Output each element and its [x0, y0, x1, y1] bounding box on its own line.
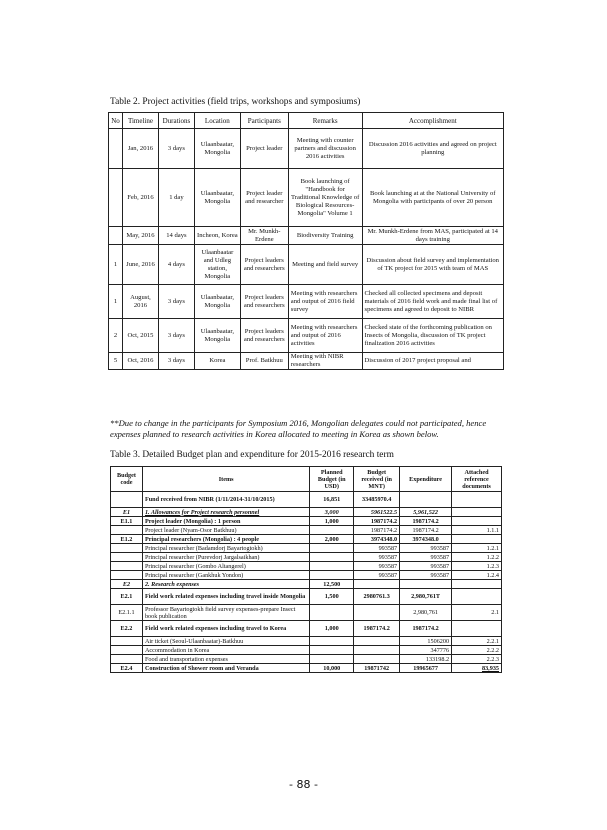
cell-participants: Project leaders and researchers [240, 285, 288, 319]
header-remarks: Remarks [288, 113, 362, 129]
header-budget-received: Budget received (in MNT) [354, 467, 400, 492]
table-row [109, 129, 504, 169]
cell-location: Ulaanbaatar, Mongolia [194, 319, 240, 353]
cell-received: 19871742 [354, 664, 400, 673]
cell-expenditure: 1987174.2 [400, 526, 452, 535]
header-durations: Durations [158, 113, 194, 129]
cell-participants: Prof. Batkhuu [240, 353, 288, 370]
table-row [111, 526, 502, 535]
cell-reference [452, 508, 502, 517]
cell-received [354, 605, 400, 621]
participants-note: **Due to change in the participants for Symposium 2016, Mongolian delegates could not participated, hence expenses planned to research activities in Korea allocated to meeting in Korea as shown below. [110, 418, 487, 439]
cell-timeline: Oct, 2015 [122, 319, 158, 353]
table-row [109, 319, 504, 353]
cell-remarks: Meeting with counter partners and discussion 2016 activities [288, 129, 362, 169]
cell-planned: 16,851 [310, 492, 354, 508]
cell-expenditure: 993587 [400, 571, 452, 580]
cell-location: Korea [194, 353, 240, 370]
table-row [111, 637, 502, 646]
table3-header-row [111, 467, 502, 492]
cell-received: 1987174.2 [354, 526, 400, 535]
cell-item: Principal researcher (Gankhuk Yondon) [142, 571, 309, 580]
cell-planned: 2,000 [310, 535, 354, 544]
cell-received [354, 580, 400, 589]
header-location: Location [194, 113, 240, 129]
table-row [109, 245, 504, 285]
cell-timeline: May, 2016 [122, 227, 158, 245]
cell-reference [452, 517, 502, 526]
cell-item: Accommodation in Korea [142, 646, 309, 655]
cell-code: E1 [111, 508, 143, 517]
cell-planned [310, 553, 354, 562]
cell-received: 993587 [354, 571, 400, 580]
header-items: Items [142, 467, 309, 492]
cell-planned: 1,000 [310, 517, 354, 526]
cell-no [109, 129, 123, 169]
cell-reference [452, 492, 502, 508]
table-row [111, 544, 502, 553]
cell-expenditure: 133198.2 [400, 655, 452, 664]
cell-item: Principal researcher (Badamdorj Bayartogtokh) [142, 544, 309, 553]
cell-location: Incheon, Korea [194, 227, 240, 245]
cell-received [354, 655, 400, 664]
cell-location: Ulaanbaatar, Mongolia [194, 169, 240, 227]
cell-code: E2.4 [111, 664, 143, 673]
cell-reference [452, 580, 502, 589]
cell-expenditure: 1987174.2 [400, 517, 452, 526]
cell-item: 2. Research expenses [142, 580, 309, 589]
cell-remarks: Meeting with researchers and output of 2016 activities [288, 319, 362, 353]
cell-planned [310, 562, 354, 571]
cell-code [111, 646, 143, 655]
cell-item: Project leader (Nyam-Osor Batkhuu) [142, 526, 309, 535]
header-participants: Participants [240, 113, 288, 129]
cell-item: Field work related expenses including travel inside Mongolia [142, 589, 309, 605]
table-row [111, 646, 502, 655]
cell-item: Professor Bayartogtokh field survey expenses-prepare Insect book publication [142, 605, 309, 621]
cell-accomplishment: Discussion of 2017 project proposal and [362, 353, 503, 370]
cell-duration: 3 days [158, 353, 194, 370]
cell-received: 5961522.5 [354, 508, 400, 517]
cell-code [111, 553, 143, 562]
cell-planned: 1,500 [310, 589, 354, 605]
cell-remarks: Biodiversity Training [288, 227, 362, 245]
cell-reference [452, 589, 502, 605]
cell-reference: 1.2.1 [452, 544, 502, 553]
cell-accomplishment: Discussion 2016 activities and agreed on project planning [362, 129, 503, 169]
cell-expenditure [400, 492, 452, 508]
table-row [111, 535, 502, 544]
cell-expenditure: 5,961,522 [400, 508, 452, 517]
cell-timeline: August, 2016 [122, 285, 158, 319]
table2-header-row [109, 113, 504, 129]
cell-received: 2980761.3 [354, 589, 400, 605]
cell-item: Air ticket (Seoul-Ulaanbaatar)-Batkhuu [142, 637, 309, 646]
header-no: No [109, 113, 123, 129]
cell-item: Field work related expenses including travel to Korea [142, 621, 309, 637]
page-number: - 88 - [289, 778, 318, 791]
cell-timeline: Feb, 2016 [122, 169, 158, 227]
cell-item: Principal researcher (Gombo Altangerel) [142, 562, 309, 571]
cell-participants: Project leader and researcher [240, 169, 288, 227]
cell-timeline: Oct, 2016 [122, 353, 158, 370]
table3-caption: Table 3. Detailed Budget plan and expenditure for 2015-2016 research term [110, 450, 394, 460]
cell-reference: 2.1 [452, 605, 502, 621]
cell-expenditure: 3974348.0 [400, 535, 452, 544]
cell-no: 1 [109, 245, 123, 285]
cell-code [111, 571, 143, 580]
cell-accomplishment: Book launching at at the National University of Mongolia with participants of over 20 person [362, 169, 503, 227]
cell-code: E2.1.1 [111, 605, 143, 621]
cell-duration: 14 days [158, 227, 194, 245]
cell-no [109, 227, 123, 245]
cell-location: Ulaanbaatar, Mongolia [194, 285, 240, 319]
cell-item: Project leader (Mongolia) : 1 person [142, 517, 309, 526]
table-row [111, 508, 502, 517]
header-budget-code: Budget code [111, 467, 143, 492]
cell-planned [310, 526, 354, 535]
cell-code [111, 655, 143, 664]
cell-expenditure: 1506200 [400, 637, 452, 646]
cell-participants: Project leaders and researchers [240, 245, 288, 285]
cell-planned [310, 571, 354, 580]
cell-expenditure: 993587 [400, 562, 452, 571]
table-row [109, 169, 504, 227]
table-row [111, 492, 502, 508]
cell-duration: 3 days [158, 285, 194, 319]
cell-code: E1.1 [111, 517, 143, 526]
cell-reference: 1.2.3 [452, 562, 502, 571]
cell-accomplishment: Checked all collected specimens and deposit materials of 2016 field work and made final list of specimens and agreed to deposit to NIBR [362, 285, 503, 319]
cell-expenditure: 19965677 [400, 664, 452, 673]
header-reference-documents: Attached reference documents [452, 467, 502, 492]
cell-received [354, 646, 400, 655]
cell-expenditure: 347776 [400, 646, 452, 655]
cell-duration: 3 days [158, 319, 194, 353]
cell-location: Ulaanbaatar and Udleg station, Mongolia [194, 245, 240, 285]
cell-participants: Project leader [240, 129, 288, 169]
table-row [111, 571, 502, 580]
cell-reference [452, 535, 502, 544]
cell-planned: 1,000 [310, 621, 354, 637]
table-row [111, 580, 502, 589]
cell-no: 5 [109, 353, 123, 370]
cell-remarks: Meeting and field survey [288, 245, 362, 285]
cell-accomplishment: Checked state of the forthcoming publication on Insects of Mongolia, discussion of TK project finalization 2016 activities [362, 319, 503, 353]
cell-accomplishment: Mr. Munkh-Erdene from MAS, participated at 14 days training [362, 227, 503, 245]
cell-received: 3974348.0 [354, 535, 400, 544]
header-timeline: Timeline [122, 113, 158, 129]
table-row [111, 553, 502, 562]
cell-code [111, 544, 143, 553]
cell-planned [310, 544, 354, 553]
cell-expenditure: 2,980,761 [400, 605, 452, 621]
cell-code [111, 637, 143, 646]
cell-reference: 1.2.4 [452, 571, 502, 580]
cell-location: Ulaanbaatar, Mongolia [194, 129, 240, 169]
cell-code [111, 526, 143, 535]
table-row [111, 605, 502, 621]
cell-timeline: June, 2016 [122, 245, 158, 285]
header-accomplishment: Accomplishment [362, 113, 503, 129]
cell-received: 993587 [354, 544, 400, 553]
cell-planned [310, 637, 354, 646]
cell-item: Principal researcher (Purevdorj Jargalsaikhan) [142, 553, 309, 562]
cell-item: Food and transportation expenses [142, 655, 309, 664]
cell-item: Principal researchers (Mongolia) : 4 people [142, 535, 309, 544]
cell-code: E1.2 [111, 535, 143, 544]
cell-duration: 4 days [158, 245, 194, 285]
cell-received: 1987174.2 [354, 517, 400, 526]
cell-code: E2 [111, 580, 143, 589]
table-row [111, 621, 502, 637]
cell-expenditure: 993587 [400, 553, 452, 562]
cell-expenditure: 993587 [400, 544, 452, 553]
cell-expenditure: 1987174.2 [400, 621, 452, 637]
cell-reference: 1.2.2 [452, 553, 502, 562]
cell-item: Fund received from NIBR (1/11/2014-31/10/2015) [142, 492, 309, 508]
cell-expenditure [400, 580, 452, 589]
cell-code [111, 492, 143, 508]
table-row [109, 285, 504, 319]
cell-remarks: Meeting with NIBR researchers [288, 353, 362, 370]
cell-reference: 1.1.1 [452, 526, 502, 535]
cell-expenditure: 2,980,761T [400, 589, 452, 605]
header-expenditure: Expenditure [400, 467, 452, 492]
project-activities-table [108, 112, 504, 370]
cell-reference [452, 621, 502, 637]
cell-participants: Project leaders and researchers [240, 319, 288, 353]
cell-reference: 83,935 [452, 664, 502, 673]
cell-received [354, 637, 400, 646]
cell-reference: 2.2.3 [452, 655, 502, 664]
table2-caption: Table 2. Project activities (field trips, workshops and symposiums) [110, 97, 361, 107]
table-row [111, 655, 502, 664]
cell-received: 33485970.4 [354, 492, 400, 508]
table-row [111, 517, 502, 526]
cell-planned: 3,000 [310, 508, 354, 517]
cell-received: 1987174.2 [354, 621, 400, 637]
cell-planned [310, 605, 354, 621]
cell-code [111, 562, 143, 571]
header-planned-budget: Planned Budget (in USD) [310, 467, 354, 492]
cell-code: E2.1 [111, 589, 143, 605]
cell-accomplishment: Discussion about field survey and implementation of TK project for 2015 with team of MAS [362, 245, 503, 285]
cell-reference: 2.2.1 [452, 637, 502, 646]
cell-planned: 12,500 [310, 580, 354, 589]
cell-remarks: Meeting with researchers and output of 2016 field survey [288, 285, 362, 319]
cell-duration: 1 day [158, 169, 194, 227]
budget-plan-table [110, 466, 502, 673]
cell-item: Construction of Shower room and Veranda [142, 664, 309, 673]
cell-received: 993587 [354, 553, 400, 562]
table-row [109, 353, 504, 370]
table-row [109, 227, 504, 245]
cell-no: 2 [109, 319, 123, 353]
cell-no: 1 [109, 285, 123, 319]
cell-remarks: Book launching of "Handbook for Traditional Knowledge of Biological Resources-Mongolia" Volume 1 [288, 169, 362, 227]
cell-no [109, 169, 123, 227]
cell-code: E2.2 [111, 621, 143, 637]
cell-duration: 3 days [158, 129, 194, 169]
cell-planned [310, 646, 354, 655]
cell-reference: 2.2.2 [452, 646, 502, 655]
table-row [111, 589, 502, 605]
table-row [111, 562, 502, 571]
cell-participants: Mr. Munkh-Erdene [240, 227, 288, 245]
cell-item: 1. Allowances for Project research personnel [142, 508, 309, 517]
table-row [111, 664, 502, 673]
cell-timeline: Jan, 2016 [122, 129, 158, 169]
cell-planned [310, 655, 354, 664]
cell-planned: 10,000 [310, 664, 354, 673]
cell-received: 993587 [354, 562, 400, 571]
